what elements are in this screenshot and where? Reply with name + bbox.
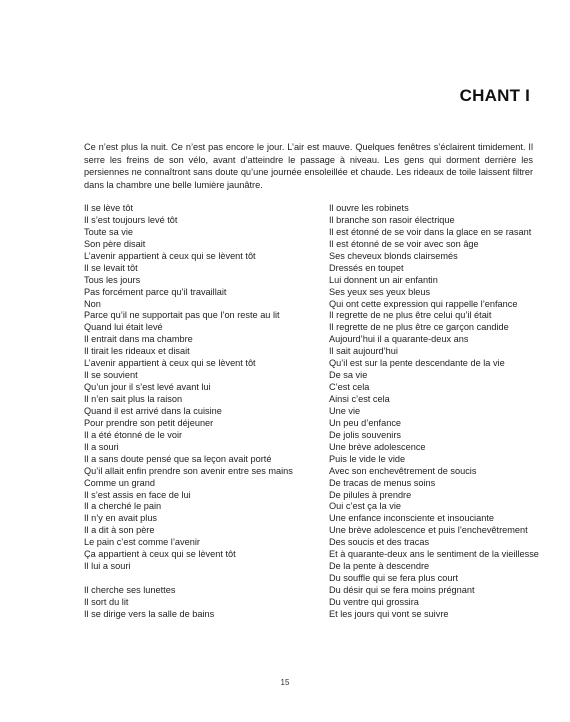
poem-column-left xyxy=(84,203,293,621)
poem-line: Parce qu’il ne supportait pas que l’on reste au lit xyxy=(84,310,280,321)
poem-line: Tous les jours xyxy=(84,274,141,285)
poem-line: Il tirait les rideaux et disait xyxy=(84,346,190,357)
poem-line: Il est étonné de se voir dans la glace en se rasant xyxy=(329,226,532,237)
poem-line: Non xyxy=(84,298,101,309)
poem-line: Aujourd’hui il a quarante-deux ans xyxy=(329,334,469,345)
poem-line: Il ouvre les robinets xyxy=(329,203,409,213)
poem-line: De tracas de menus soins xyxy=(329,477,436,488)
poem-line: Puis le vide le vide xyxy=(329,453,406,464)
poem-line: Qu’il est sur la pente descendante de la vie xyxy=(329,358,505,369)
poem-line: Qui ont cette expression qui rappelle l’enfance xyxy=(329,298,518,309)
poem-line: Du souffle qui se fera plus court xyxy=(329,573,459,584)
chapter-title: CHANT I xyxy=(459,86,530,105)
poem-line: Il est étonné de se voir avec son âge xyxy=(329,238,479,249)
poem-line: Une brève adolescence et puis l’enchevêtrement xyxy=(329,525,528,536)
poem-line: C’est cela xyxy=(329,382,370,393)
poem-line: Ses cheveux blonds clairsemés xyxy=(329,250,458,261)
poem-line: Il entrait dans ma chambre xyxy=(84,334,193,345)
poem-line: Il a dit à son père xyxy=(84,525,155,536)
poem-line: Il branche son rasoir électrique xyxy=(329,214,455,225)
poem-line: Il se lève tôt xyxy=(84,203,134,213)
poem-line: Comme un grand xyxy=(84,477,155,488)
poem-line: De jolis souvenirs xyxy=(329,429,401,440)
poem-line: Il a été étonné de le voir xyxy=(84,429,183,440)
poem-line: Du désir qui se fera moins prégnant xyxy=(329,585,475,595)
poem-line: Des soucis et des tracas xyxy=(329,537,430,548)
poem-line: Il sort du lit xyxy=(84,596,129,607)
intro-paragraph: Ce n’est plus la nuit. Ce n’est pas encore le jour. L’air est mauve. Quelques fenêtres s’éclairent timidement. Il serre les freins de son vélo, avant d’atteindre le passage à niveau. Les gens qui dorment derrière les persiennes ne connaîtront sans doute qu’une journée ensoleillée et chaude. Les rideaux de toile laissent filtrer dans la chambre une belle lumière jaunâtre. xyxy=(84,142,533,190)
poem-line: Ça appartient à ceux qui se lèvent tôt xyxy=(84,549,236,560)
poem-line: Quand il est arrivé dans la cuisine xyxy=(84,405,222,416)
poem-line: Ainsi c’est cela xyxy=(329,394,390,404)
poem-line: Il cherche ses lunettes xyxy=(84,585,176,595)
poem-line: Et à quarante-deux ans le sentiment de la vieillesse xyxy=(329,549,539,560)
poem-line: Une enfance inconsciente et insouciante xyxy=(329,513,494,524)
poem-line: De sa vie xyxy=(329,370,368,381)
poem-line: Il n’en sait plus la raison xyxy=(84,394,183,404)
poem-line: Une vie xyxy=(329,405,361,416)
poem-line: Il a sans doute pensé que sa leçon avait porté xyxy=(84,453,272,464)
poem-line: Il sait aujourd’hui xyxy=(329,346,398,357)
poem-line: Toute sa vie xyxy=(84,226,134,237)
poem-line: Dressés en toupet xyxy=(329,262,404,273)
poem-line: Il se dirige vers la salle de bains xyxy=(84,608,215,619)
poem-line xyxy=(84,573,293,585)
poem-line: Il se souvient xyxy=(84,370,138,381)
poem-line: Il lui a souri xyxy=(84,561,131,572)
poem-line: Et les jours qui vont se suivre xyxy=(329,608,449,619)
poem-line: Qu’un jour il s’est levé avant lui xyxy=(84,382,211,393)
poem-line: De la pente à descendre xyxy=(329,561,430,572)
poem-line: Il regrette de ne plus être ce garçon candide xyxy=(329,322,509,333)
poem-line: Le pain c’est comme l’avenir xyxy=(84,537,200,548)
poem-line: Quand lui était levé xyxy=(84,322,163,333)
page-number: 15 xyxy=(280,678,290,687)
poem-line: Un peu d’enfance xyxy=(329,417,402,428)
poem-line: Ses yeux ses yeux bleus xyxy=(329,286,431,297)
poem-line: Oui c’est ça la vie xyxy=(329,501,401,512)
poem-line: L’avenir appartient à ceux qui se lèvent tôt xyxy=(84,250,256,261)
poem-line: L’avenir appartient à ceux qui se lèvent tôt xyxy=(84,358,256,369)
poem-line: Il s’est assis en face de lui xyxy=(84,489,191,500)
poem-line: Du ventre qui grossira xyxy=(329,596,419,607)
poem-line: Pas forcément parce qu’il travaillait xyxy=(84,286,227,297)
poem-line: Son père disait xyxy=(84,238,146,249)
poem-line: Il regrette de ne plus être celui qu’il était xyxy=(329,310,492,321)
poem-line: Il a souri xyxy=(84,441,119,452)
poem-line: Avec son enchevêtrement de soucis xyxy=(329,465,477,476)
poem-line: De pilules à prendre xyxy=(329,489,412,500)
poem-line: Une brève adolescence xyxy=(329,441,426,452)
poem-line: Il a cherché le pain xyxy=(84,501,162,512)
poem-line: Pour prendre son petit déjeuner xyxy=(84,417,214,428)
poem-line: Il s’est toujours levé tôt xyxy=(84,214,178,225)
poem-line: Il se levait tôt xyxy=(84,262,138,273)
poem-line: Qu’il allait enfin prendre son avenir entre ses mains xyxy=(84,465,293,476)
poem-column-right xyxy=(329,203,539,621)
poem-line: Il n’y en avait plus xyxy=(84,513,158,524)
poem-line: Lui donnent un air enfantin xyxy=(329,274,438,285)
